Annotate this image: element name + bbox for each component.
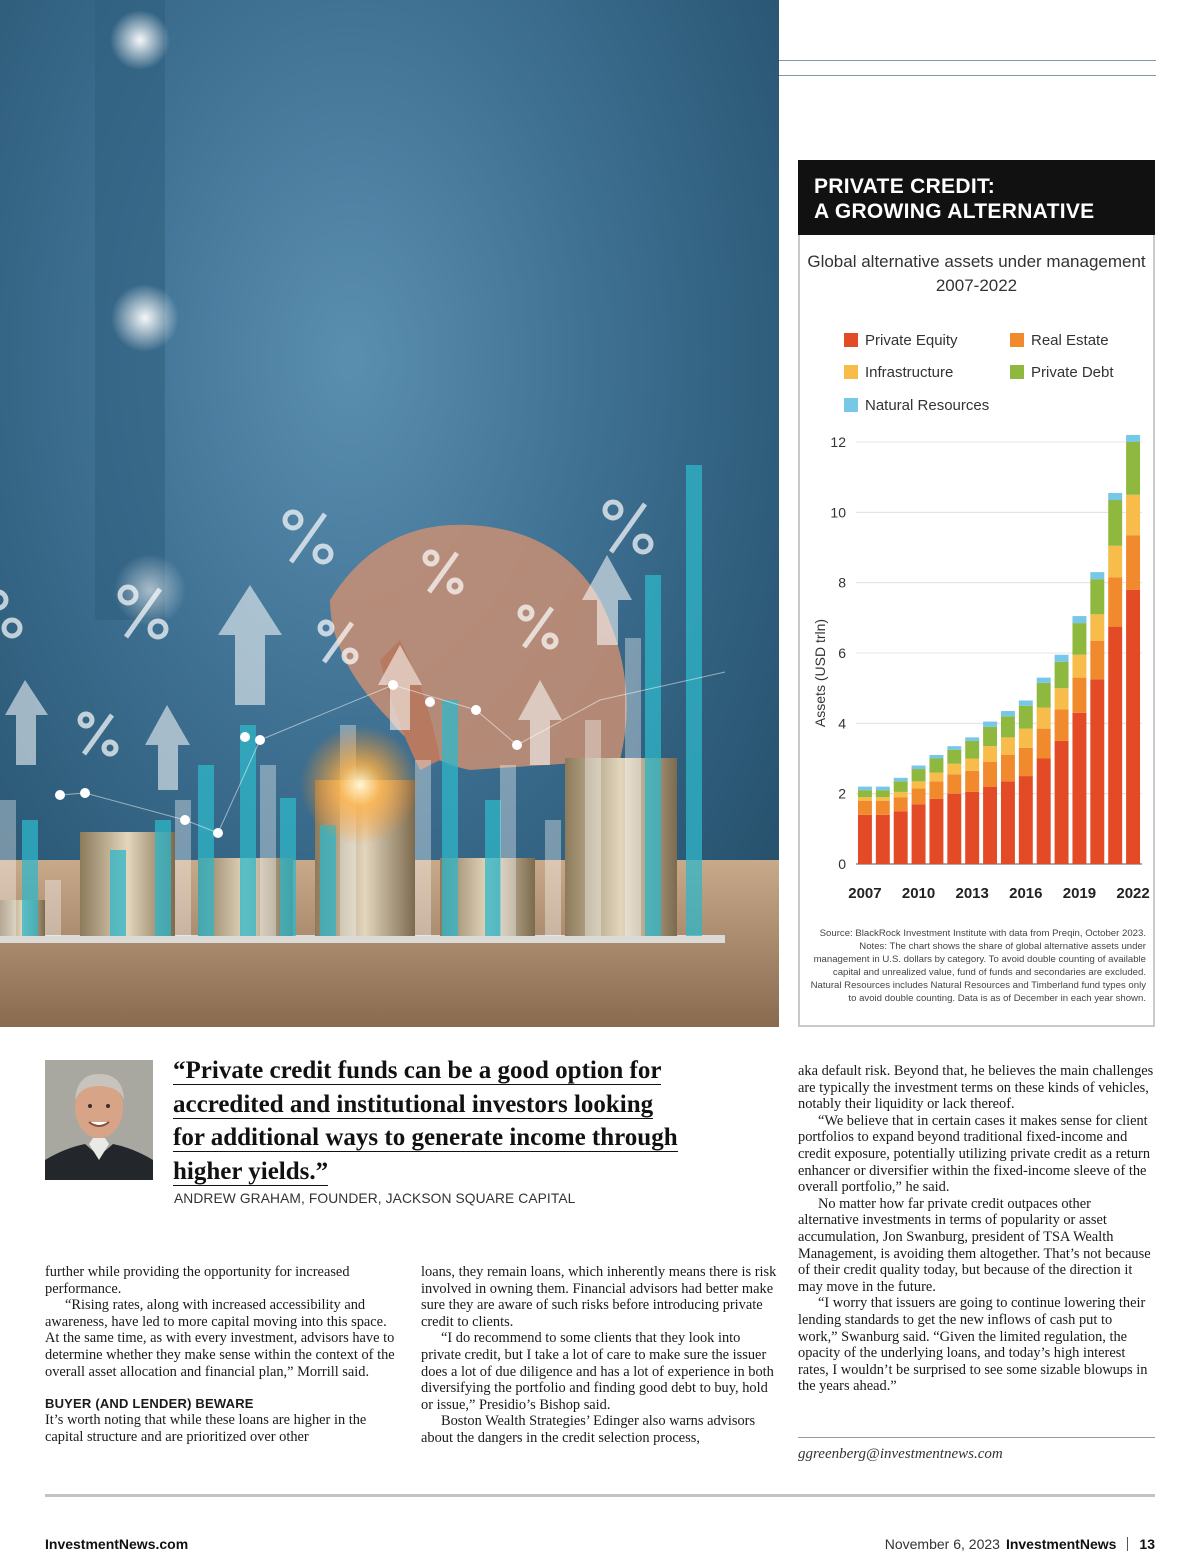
legend-label: Private Equity — [865, 331, 958, 349]
bar-segment — [912, 788, 926, 804]
bar-segment — [1055, 662, 1069, 688]
bar-segment — [1090, 641, 1104, 680]
paragraph: loans, they remain loans, which inherently means there is risk involved in owning them. Financial advisors had better make sure they are aware of such risks before introducing private credit to clients. — [421, 1264, 777, 1330]
bar-segment — [1055, 688, 1069, 709]
bar-segment — [1108, 493, 1122, 500]
bar-segment — [1037, 678, 1051, 683]
bar-segment — [983, 722, 997, 727]
hero-illustration — [0, 0, 779, 1027]
bar-segment — [1072, 616, 1086, 623]
bar-segment — [947, 750, 961, 764]
top-rule — [779, 60, 1156, 61]
bar-segment — [1001, 755, 1015, 781]
bar-segment — [1126, 590, 1140, 864]
footer-date: November 6, 2023 — [884, 1536, 1000, 1552]
legend-swatch — [844, 365, 858, 379]
bar-segment — [876, 787, 890, 791]
bar-segment — [929, 773, 943, 782]
bar-segment — [912, 804, 926, 864]
x-tick-label: 2013 — [955, 885, 989, 902]
bar-segment — [947, 794, 961, 864]
bar-segment — [894, 778, 908, 782]
bar-segment — [1037, 759, 1051, 865]
bar-segment — [947, 746, 961, 750]
bar-segment — [1019, 748, 1033, 776]
bar-segment — [876, 801, 890, 815]
bar-segment — [1019, 700, 1033, 705]
bar-segment — [1090, 579, 1104, 614]
bar-segment — [1126, 435, 1140, 442]
x-tick-label: 2022 — [1116, 885, 1150, 902]
bar-segment — [1019, 706, 1033, 729]
legend-label: Natural Resources — [865, 396, 990, 414]
legend-label: Private Debt — [1031, 363, 1114, 381]
bar-segment — [894, 781, 908, 792]
legend-label: Real Estate — [1031, 331, 1109, 349]
y-tick-label: 10 — [830, 504, 846, 521]
bar-segment — [965, 792, 979, 864]
paragraph: No matter how far private credit outpaces other alternative investments in terms of popularity or asset accumulation, Jon Swanburg, president of TSA Wealth Management, is avoiding them altogether. That’s not because of their credit quality today, but because of the direction it may move in the future. — [798, 1195, 1151, 1295]
chart-sidebar — [798, 160, 1155, 1027]
bar-segment — [912, 781, 926, 788]
bar-segment — [894, 792, 908, 797]
legend-swatch — [844, 398, 858, 412]
bar-segment — [1072, 655, 1086, 678]
bar-segment — [894, 797, 908, 811]
pull-quote-line: “Private credit funds can be a good option for — [173, 1057, 662, 1084]
bar-segment — [1126, 495, 1140, 535]
y-tick-label: 6 — [838, 645, 846, 661]
bar-segment — [947, 774, 961, 793]
paragraph: “Rising rates, along with increased accessibility and awareness, have led to more capital moving into this space. At the same time, as with every investment, advisors have to determine whether they make sense within the context of the overall asset allocation and financial plan,” Morrill said. — [45, 1297, 395, 1380]
bar-segment — [1126, 535, 1140, 590]
pull-quote-line: higher yields.” — [173, 1157, 329, 1185]
article-column-1 — [45, 1264, 401, 1445]
chart-source: Source: BlackRock Investment Institute with data from Preqin, October 2023. — [819, 928, 1146, 939]
bar-segment — [1019, 776, 1033, 864]
x-tick-label: 2016 — [1009, 885, 1043, 902]
y-tick-label: 8 — [838, 574, 846, 591]
bar-segment — [858, 787, 872, 791]
portrait-image — [45, 1060, 153, 1180]
author-portrait — [45, 1060, 153, 1180]
legend-item-private-debt — [1010, 362, 1114, 382]
stacked-bar-chart — [800, 432, 1153, 912]
bar-segment — [876, 797, 890, 801]
bar-segment — [858, 797, 872, 801]
y-tick-label: 4 — [838, 715, 846, 732]
pull-quote — [173, 1054, 753, 1188]
bar-segment — [1055, 709, 1069, 741]
bar-segment — [1055, 655, 1069, 662]
bar-segment — [929, 781, 943, 799]
legend-item-real-estate — [1010, 330, 1109, 350]
bar-segment — [1108, 627, 1122, 864]
footer-site[interactable]: InvestmentNews.com — [45, 1536, 189, 1552]
footer-folio — [885, 1536, 1155, 1552]
bar-segment — [1001, 716, 1015, 737]
bar-segment — [858, 790, 872, 797]
legend-label: Infrastructure — [865, 363, 954, 381]
button-bokeh — [110, 10, 170, 70]
bar-segment — [1037, 683, 1051, 708]
bar-segment — [1090, 572, 1104, 579]
paragraph: “We believe that in certain cases it makes sense for client portfolios to expand beyond traditional fixed-income and credit exposure, potentially utilizing private credit as a return enhancer or diversifier within the fixed-income sleeve of the overall portfolio,” he said. — [798, 1112, 1151, 1196]
bar-segment — [1001, 711, 1015, 716]
paragraph: aka default risk. Beyond that, he believes the main challenges are typically the investment terms on these kinds of vehicles, notably their liquidity or lack thereof. — [798, 1063, 1154, 1113]
legend-item-natural-resources — [844, 395, 989, 415]
x-tick-label: 2010 — [901, 885, 936, 902]
bar-segment — [1072, 623, 1086, 655]
bar-segment — [1126, 442, 1140, 495]
bar-segment — [1055, 741, 1069, 864]
bar-segment — [929, 759, 943, 773]
light-glow — [300, 725, 420, 845]
paragraph: “I worry that issuers are going to continue lowering their lending standards to get the new inflows of cash put to work,” Swanburg said. “Given the limited regulation, the opacity of the underlying loans, and today’s high interest rates, I wouldn’t be surprised to see some sizable blowups in the years ahead.” — [798, 1295, 1148, 1395]
bar-segment — [1019, 729, 1033, 748]
chart-title-line: PRIVATE CREDIT: — [814, 175, 996, 198]
author-email[interactable]: ggreenberg@investmentnews.com — [798, 1446, 1003, 1462]
email-divider — [798, 1437, 1155, 1438]
paragraph: Boston Wealth Strategies’ Edinger also warns advisors about the dangers in the credit selection process, — [421, 1413, 756, 1446]
pull-quote-line: for additional ways to generate income through — [173, 1124, 678, 1151]
y-tick-label: 12 — [830, 434, 846, 450]
bar-segment — [929, 755, 943, 759]
footer-publication: InvestmentNews — [1005, 1536, 1117, 1552]
footer-rule — [45, 1494, 1155, 1497]
bar-segment — [965, 759, 979, 771]
bar-segment — [876, 790, 890, 797]
legend-item-infrastructure — [844, 362, 953, 382]
chart-source-notes — [810, 927, 1146, 1005]
legend-swatch — [1010, 333, 1024, 347]
bar-segment — [1090, 679, 1104, 864]
bar-segment — [1037, 708, 1051, 729]
paragraph: further while providing the opportunity for increased performance. — [45, 1264, 350, 1297]
bar-segment — [1108, 577, 1122, 626]
button-bokeh — [111, 284, 179, 352]
paragraph: It’s worth noting that while these loans are higher in the capital structure and are prioritized over other — [45, 1412, 367, 1445]
bar-segment — [1108, 500, 1122, 546]
chart-title — [798, 160, 1155, 235]
bar-segment — [912, 769, 926, 781]
chart-subtitle-line: 2007-2022 — [935, 276, 1018, 295]
bar-segment — [1037, 729, 1051, 759]
chart-notes: Notes: The chart shows the share of global alternative assets under management in U.S. dollars by category. To avoid double counting of available capital and unrealized value, fund of funds and secondaries are excluded. Natural Resources includes Natural Resources and Timberland fund types only to avoid double counting. Data is as of December in each year shown. — [810, 941, 1146, 1004]
bar-segment — [965, 771, 979, 792]
bar-segment — [858, 815, 872, 864]
x-tick-label: 2007 — [848, 885, 882, 902]
bar-segment — [929, 799, 943, 864]
footer-separator — [1127, 1537, 1128, 1551]
top-rule — [779, 75, 1156, 76]
page-number: 13 — [1139, 1536, 1155, 1552]
y-tick-label: 0 — [838, 856, 846, 872]
article-column-3 — [798, 1063, 1155, 1395]
bar-segment — [876, 815, 890, 864]
bar-segment — [1108, 546, 1122, 578]
platform — [0, 935, 725, 943]
quote-attribution: ANDREW GRAHAM, FOUNDER, JACKSON SQUARE CAPITAL — [174, 1191, 576, 1206]
paragraph: “I do recommend to some clients that they look into private credit, but I take a lot of care to make sure the issuer does a lot of due diligence and has a lot of experience in both diversifying the portfolio and finding good debt to buy, hold or issue,” Presidio’s Bishop said. — [421, 1330, 774, 1413]
bar-segment — [983, 762, 997, 787]
hero-photo — [0, 0, 779, 1027]
bar-segment — [912, 766, 926, 770]
bar-segment — [965, 737, 979, 741]
bar-segment — [1072, 678, 1086, 713]
y-axis-label: Assets (USD trln) — [812, 618, 828, 728]
chart-title-line: A GROWING ALTERNATIVE — [814, 200, 1095, 223]
legend-swatch — [844, 333, 858, 347]
bar-segment — [858, 801, 872, 815]
legend-swatch — [1010, 365, 1024, 379]
bar-segment — [983, 746, 997, 762]
bar-segment — [1001, 737, 1015, 755]
bar-segment — [1072, 713, 1086, 864]
legend-item-private-equity — [844, 330, 958, 350]
chart-subtitle — [800, 250, 1153, 298]
bar-segment — [983, 787, 997, 864]
article-column-2 — [421, 1264, 779, 1447]
bar-segment — [947, 764, 961, 775]
x-tick-label: 2019 — [1062, 885, 1097, 902]
bar-segment — [894, 811, 908, 864]
y-tick-label: 2 — [838, 785, 846, 802]
chart-subtitle-line: Global alternative assets under management — [807, 252, 1146, 271]
bar-segment — [983, 727, 997, 746]
bar-segment — [1090, 614, 1104, 640]
bar-segment — [1001, 781, 1015, 864]
pull-quote-line: accredited and institutional investors looking — [173, 1090, 654, 1118]
bar-segment — [965, 741, 979, 759]
section-subhead: BUYER (AND LENDER) BEWARE — [45, 1396, 254, 1412]
